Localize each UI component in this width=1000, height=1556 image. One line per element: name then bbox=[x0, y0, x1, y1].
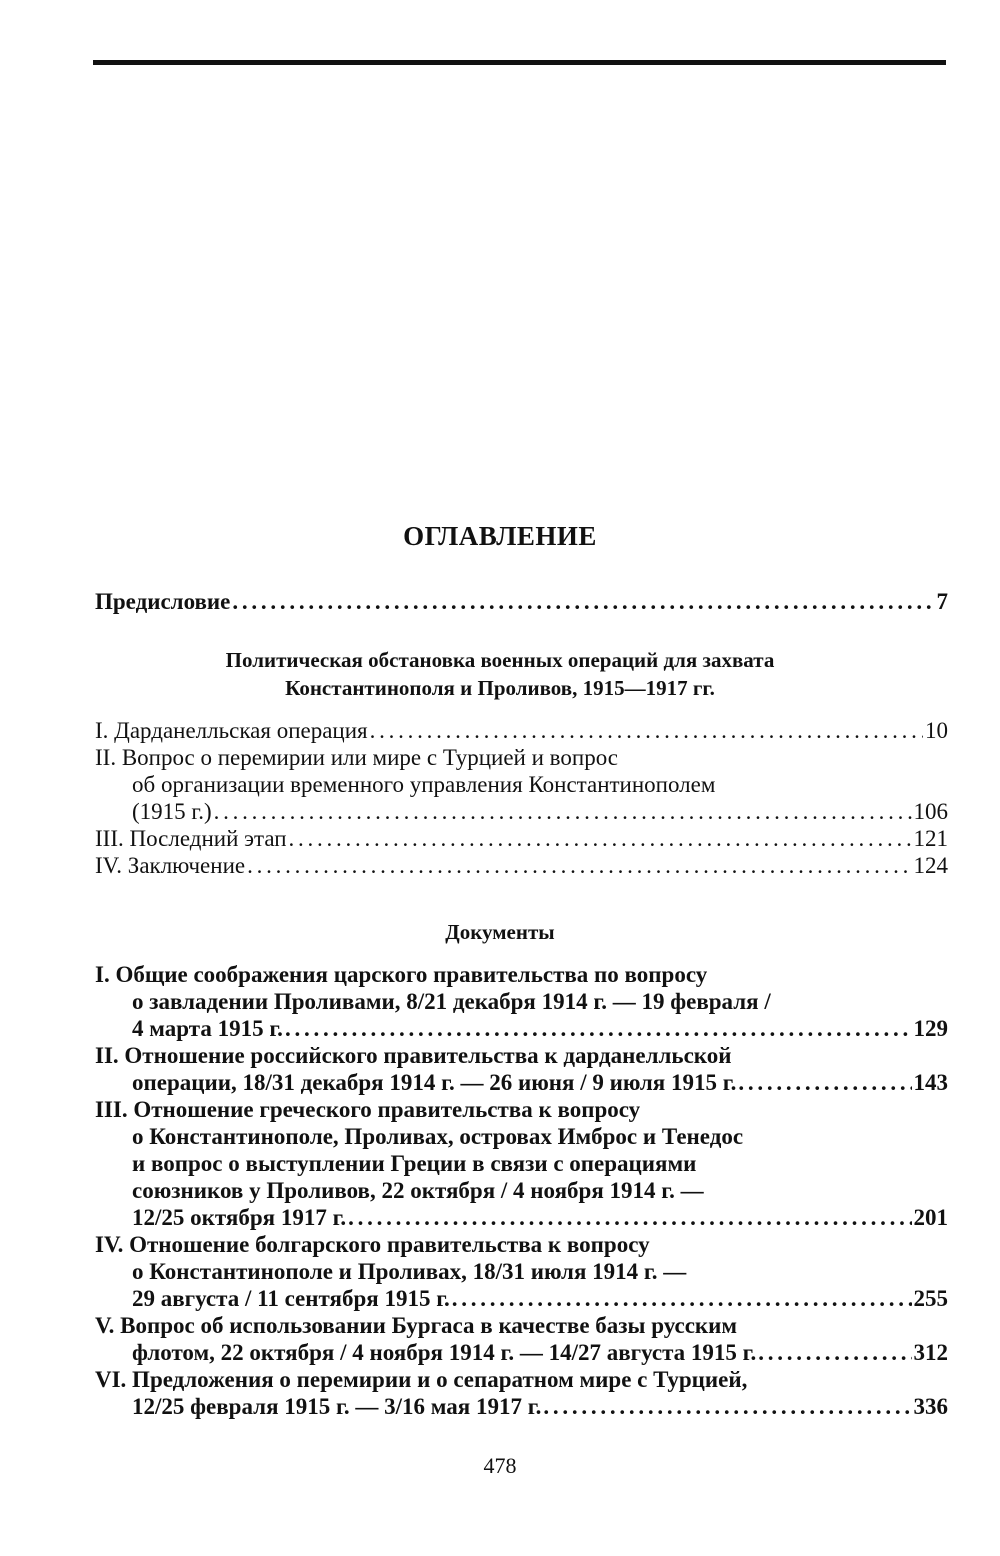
toc-entry-text: и вопрос о выступлении Греции в связи с операциями bbox=[132, 1151, 697, 1176]
dot-leader bbox=[370, 717, 923, 744]
toc-entry-text: (1915 г.) bbox=[132, 799, 212, 824]
toc-entry-text: о Константинополе и Проливах, 18/31 июля 1914 г. — bbox=[132, 1259, 687, 1284]
toc-entry-text: III. Отношение греческого правительства к вопросу bbox=[95, 1097, 641, 1122]
toc-page-number: 106 bbox=[913, 799, 948, 824]
page-title: ОГЛАВЛЕНИЕ bbox=[403, 521, 597, 551]
dot-leader bbox=[232, 588, 934, 615]
toc-entry-preface bbox=[95, 588, 948, 615]
toc-page-number: 312 bbox=[913, 1340, 948, 1365]
toc-page-number: 129 bbox=[913, 1016, 948, 1041]
toc-entry-text: I. Общие соображения царского правительства по вопросу bbox=[95, 962, 708, 987]
toc-page-number: 255 bbox=[913, 1286, 948, 1311]
section-title-line: Константинополя и Проливов, 1915—1917 гг. bbox=[285, 676, 715, 700]
toc-entry-text: II. Вопрос о перемирии или мире с Турцией и вопрос bbox=[95, 745, 618, 770]
toc-entry-text: операции, 18/31 декабря 1914 г. — 26 июня / 9 июля 1915 г. bbox=[132, 1070, 737, 1095]
toc-entry-text: флотом, 22 октября / 4 ноября 1914 г. — 14/27 августа 1915 г. bbox=[132, 1340, 757, 1365]
toc-page-number: 10 bbox=[925, 718, 948, 743]
section-title-part1 bbox=[0, 646, 1000, 702]
toc-entry bbox=[95, 1312, 948, 1366]
toc-entry-text: о Константинополе, Проливах, островах Имброс и Тенедос bbox=[132, 1124, 744, 1149]
page-number: 478 bbox=[483, 1453, 517, 1478]
toc-page-number: 7 bbox=[936, 589, 948, 614]
documents-list bbox=[95, 961, 948, 1420]
dot-leader bbox=[285, 1015, 912, 1042]
toc-entry-text: VI. Предложения о перемирии и о сепаратном мире с Турцией, bbox=[95, 1367, 748, 1392]
toc-entry bbox=[95, 1042, 948, 1096]
toc-entry bbox=[95, 961, 948, 1042]
toc-entry-text: союзников у Проливов, 22 октября / 4 ноября 1914 г. — bbox=[132, 1178, 704, 1203]
toc-entry bbox=[95, 1096, 948, 1231]
dot-leader bbox=[348, 1204, 911, 1231]
dot-leader bbox=[738, 1069, 911, 1096]
toc-entry-text: IV. Отношение болгарского правительства к вопросу bbox=[95, 1232, 650, 1257]
toc-entry-text: IV. Заключение bbox=[95, 853, 246, 878]
toc-entry bbox=[95, 825, 948, 852]
dot-leader bbox=[452, 1285, 912, 1312]
section-title-documents: Документы bbox=[445, 920, 555, 944]
toc-page-number: 201 bbox=[913, 1205, 948, 1230]
toc-page-number: 336 bbox=[913, 1394, 948, 1419]
toc-entry-text: 12/25 февраля 1915 г. — 3/16 мая 1917 г. bbox=[132, 1394, 542, 1419]
dot-leader bbox=[247, 852, 911, 879]
dot-leader bbox=[214, 798, 912, 825]
top-rule bbox=[93, 60, 946, 65]
toc-page-number: 124 bbox=[913, 853, 948, 878]
toc-entry-text: III. Последний этап bbox=[95, 826, 287, 851]
dot-leader bbox=[758, 1339, 911, 1366]
toc-page-number: 121 bbox=[913, 826, 948, 851]
toc-entry bbox=[95, 1366, 948, 1420]
dot-leader bbox=[289, 825, 912, 852]
toc-entry-text: 12/25 октября 1917 г. bbox=[132, 1205, 347, 1230]
toc-entry-text: об организации временного управления Константинополем bbox=[132, 772, 716, 797]
toc-entry-text: 29 августа / 11 сентября 1915 г. bbox=[132, 1286, 450, 1311]
toc-entry bbox=[95, 717, 948, 744]
toc-entry-text: 4 марта 1915 г. bbox=[132, 1016, 283, 1041]
part1-list bbox=[95, 717, 948, 879]
toc-entry-text: I. Дарданелльская операция bbox=[95, 718, 368, 743]
toc-entry bbox=[95, 852, 948, 879]
section-title-line: Политическая обстановка военных операций для захвата bbox=[225, 648, 775, 672]
toc-entry-label: Предисловие bbox=[95, 589, 231, 614]
toc-entry-text: II. Отношение российского правительства к дарданелльской bbox=[95, 1043, 732, 1068]
toc-entry bbox=[95, 1231, 948, 1312]
dot-leader bbox=[543, 1393, 911, 1420]
toc-entry bbox=[95, 744, 948, 825]
toc-entry-text: V. Вопрос об использовании Бургаса в качестве базы русским bbox=[95, 1313, 738, 1338]
toc-page-number: 143 bbox=[913, 1070, 948, 1095]
toc-entry-text: о завладении Проливами, 8/21 декабря 1914 г. — 19 февраля / bbox=[132, 989, 771, 1014]
